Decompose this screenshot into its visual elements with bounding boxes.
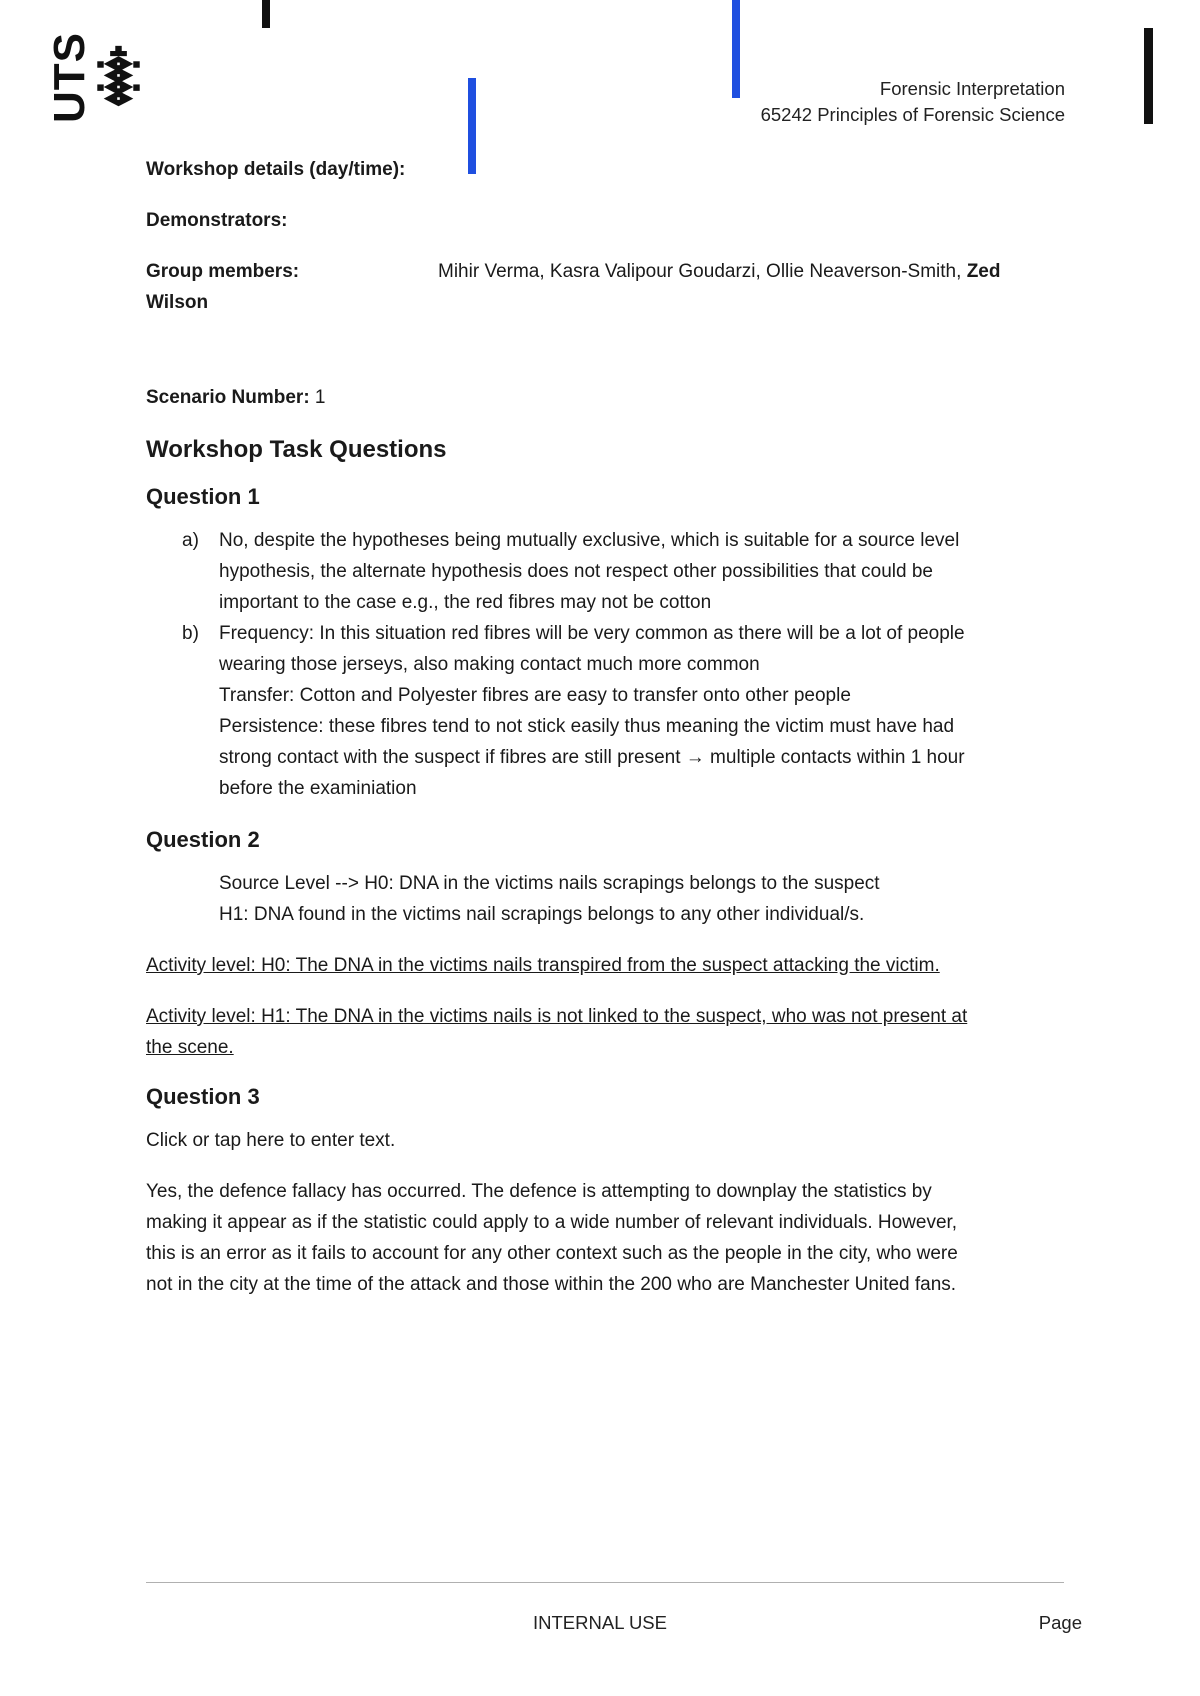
answer-line: before the examiniation [219, 778, 417, 799]
question-2-heading: Question 2 [146, 827, 260, 852]
answer-line: Transfer: Cotton and Polyester fibres are easy to transfer onto other people [219, 685, 851, 706]
page-title: Workshop Task Questions [146, 436, 447, 463]
activity-level-h1-line: Activity level: H1: The DNA in the victims nails is not linked to the suspect, who was not present at [146, 1006, 968, 1027]
answer-line: Yes, the defence fallacy has occurred. The defence is attempting to downplay the statistics by [146, 1181, 932, 1202]
group-members-names: Mihir Verma, Kasra Valipour Goudarzi, Ollie Neaverson-Smith, [438, 261, 967, 282]
footer-divider [146, 1582, 1064, 1583]
group-members-value[interactable] [438, 256, 1000, 287]
accent-bar-black-top [262, 0, 270, 28]
question-1-answers [146, 525, 1046, 804]
accent-bar-black-right [1144, 28, 1153, 124]
answer-line: not in the city at the time of the attack and those within the 200 who are Manchester United fans. [146, 1274, 957, 1295]
header-subject-name: 65242 Principles of Forensic Science [760, 104, 1065, 125]
scenario-number-value[interactable]: 1 [309, 387, 326, 408]
document-header [761, 76, 1065, 128]
workshop-details-label: Workshop details (day/time): [146, 159, 406, 180]
accent-bar-blue-right [732, 0, 740, 98]
answer-line: important to the case e.g., the red fibres may not be cotton [219, 592, 712, 613]
question-1-item-a[interactable] [146, 525, 1046, 618]
answer-line: Persistence: these fibres tend to not stick easily thus meaning the victim must have had [219, 716, 955, 737]
demonstrators-label: Demonstrators: [146, 210, 288, 231]
answer-line: making it appear as if the statistic could apply to a wide number of relevant individuals. However, [146, 1212, 958, 1233]
uts-logo-text: UTS [45, 32, 94, 124]
answer-line: wearing those jerseys, also making contact much more common [219, 654, 760, 675]
answer-line: No, despite the hypotheses being mutually exclusive, which is suitable for a source level [219, 530, 960, 551]
document-body [146, 154, 1046, 1320]
scenario-number-label: Scenario Number: [146, 387, 310, 408]
question-1-item-b[interactable] [146, 618, 1046, 804]
activity-level-h1-line: the scene. [146, 1037, 234, 1058]
list-marker: b) [182, 623, 199, 644]
source-level-h0: Source Level --> H0: DNA in the victims nails scrapings belongs to the suspect [219, 873, 880, 894]
demonstrators-field [146, 205, 1046, 236]
header-course-title: Forensic Interpretation [879, 78, 1065, 99]
answer-line: hypothesis, the alternate hypothesis does not respect other possibilities that could be [219, 561, 933, 582]
footer-page-label: Page [1038, 1612, 1082, 1633]
text-placeholder-control[interactable]: Click or tap here to enter text. [146, 1130, 396, 1151]
question-3-answer[interactable] [146, 1176, 1046, 1300]
group-members-bold-name: Zed [966, 261, 1001, 282]
answer-line: strong contact with the suspect if fibres are still present → multiple contacts within 1 hour [219, 747, 965, 768]
workshop-details-field [146, 154, 1046, 185]
footer-classification: INTERNAL USE [533, 1612, 667, 1633]
group-members-wrap: Wilson [146, 292, 209, 313]
answer-line: Frequency: In this situation red fibres will be very common as there will be a lot of people [219, 623, 965, 644]
list-marker: a) [182, 530, 199, 551]
source-level-h1: H1: DNA found in the victims nail scrapings belongs to any other individual/s. [219, 904, 865, 925]
question-3-heading: Question 3 [146, 1084, 260, 1109]
group-members-field [146, 256, 1046, 318]
uts-crest-icon [96, 26, 168, 130]
question-2-source-level[interactable] [146, 868, 1046, 930]
activity-level-h0[interactable]: Activity level: H0: The DNA in the victims nails transpired from the suspect attacking the victim. [146, 955, 940, 976]
scenario-number-field [146, 382, 1046, 413]
group-members-label: Group members: [146, 261, 300, 282]
question-1-heading: Question 1 [146, 484, 260, 509]
activity-level-h1[interactable] [146, 1001, 1046, 1063]
answer-line: this is an error as it fails to account for any other context such as the people in the city, who were [146, 1243, 958, 1264]
